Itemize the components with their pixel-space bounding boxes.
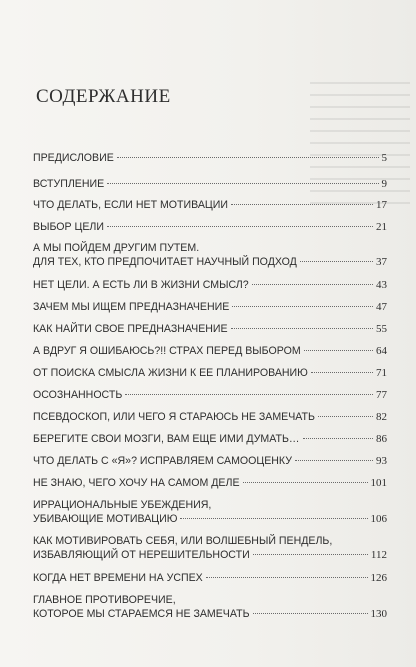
page-title: СОДЕРЖАНИЕ	[36, 86, 171, 107]
toc-entry[interactable]	[33, 593, 387, 621]
toc-entry-row	[33, 255, 387, 269]
dot-leader	[231, 204, 373, 205]
toc-page-number: 9	[381, 178, 387, 190]
toc-page-number: 37	[376, 256, 387, 268]
toc-entry[interactable]	[33, 241, 387, 269]
toc-entry-row	[33, 454, 387, 468]
toc-entry[interactable]	[33, 388, 387, 402]
toc-entry-row	[33, 410, 387, 424]
toc-page-number: 47	[376, 301, 387, 313]
dot-leader	[107, 226, 373, 227]
toc-entry-title-line: ОТ ПОИСКА СМЫСЛА ЖИЗНИ К ЕЕ ПЛАНИРОВАНИЮ	[33, 367, 308, 379]
toc-entry-title-line: НЕТ ЦЕЛИ. А ЕСТЬ ЛИ В ЖИЗНИ СМЫСЛ?	[33, 279, 249, 291]
dot-leader	[318, 416, 373, 417]
toc-entry[interactable]	[33, 300, 387, 314]
toc-entry-title-line: УБИВАЮЩИЕ МОТИВАЦИЮ	[33, 513, 178, 525]
toc-entry-row	[33, 322, 387, 336]
toc-page-number: 106	[370, 513, 387, 525]
toc-entry[interactable]	[33, 278, 387, 292]
dot-leader	[253, 554, 368, 555]
toc-entry-title-line: ПРЕДИСЛОВИЕ	[33, 152, 114, 164]
show-through-text	[310, 72, 410, 212]
dot-leader	[252, 284, 373, 285]
toc-entry[interactable]	[33, 220, 387, 234]
dot-leader	[117, 157, 379, 158]
toc-entry-row	[33, 571, 387, 585]
toc-entry[interactable]	[33, 177, 387, 191]
toc-page-number: 5	[381, 152, 387, 164]
toc-entry-title-line: КОГДА НЕТ ВРЕМЕНИ НА УСПЕХ	[33, 572, 203, 584]
toc-entry-row	[33, 366, 387, 380]
toc-entry[interactable]	[33, 476, 387, 490]
toc-entry-row	[33, 300, 387, 314]
toc-page-number: 101	[370, 477, 387, 489]
toc-entry[interactable]	[33, 366, 387, 380]
dot-leader	[311, 372, 373, 373]
toc-page-number: 71	[376, 367, 387, 379]
toc-entry-title-line: ОСОЗНАННОСТЬ	[33, 389, 123, 401]
toc-page-number: 43	[376, 279, 387, 291]
toc-entry[interactable]	[33, 198, 387, 212]
dot-leader	[295, 460, 373, 461]
dot-leader	[243, 482, 368, 483]
toc-entry-row	[33, 607, 387, 621]
toc-entry-title-line: КОТОРОЕ МЫ СТАРАЕМСЯ НЕ ЗАМЕЧАТЬ	[33, 608, 250, 620]
dot-leader	[303, 438, 374, 439]
toc-entry-row	[33, 512, 387, 526]
dot-leader	[232, 306, 373, 307]
toc-entry[interactable]	[33, 432, 387, 446]
toc-entry-title-line: ИЗБАВЛЯЮЩИЙ ОТ НЕРЕШИТЕЛЬНОСТИ	[33, 549, 250, 561]
toc-page-number: 17	[376, 199, 387, 211]
toc-entry-row	[33, 548, 387, 562]
toc-entry-row	[33, 432, 387, 446]
toc-page-number: 64	[376, 345, 387, 357]
dot-leader	[253, 613, 368, 614]
toc-page-number: 82	[376, 411, 387, 423]
toc-entry-row	[33, 151, 387, 165]
toc-entry[interactable]	[33, 534, 387, 562]
toc-page-number: 112	[370, 549, 387, 561]
dot-leader	[300, 261, 373, 262]
toc-entry[interactable]	[33, 571, 387, 585]
toc-page-number: 86	[376, 433, 387, 445]
dot-leader	[206, 577, 368, 578]
dot-leader	[107, 183, 378, 184]
toc-page-number: 130	[370, 608, 387, 620]
dot-leader	[231, 328, 373, 329]
toc-entry-row	[33, 220, 387, 234]
toc-entry-row	[33, 177, 387, 191]
toc-entry-title-line: КАК НАЙТИ СВОЕ ПРЕДНАЗНАЧЕНИЕ	[33, 323, 228, 335]
toc-page-number: 55	[376, 323, 387, 335]
toc-entry-title-line: КАК МОТИВИРОВАТЬ СЕБЯ, ИЛИ ВОЛШЕБНЫЙ ПЕНДЕЛЬ,	[33, 535, 333, 547]
dot-leader	[125, 394, 373, 395]
toc-entry-title-line: ЧТО ДЕЛАТЬ, ЕСЛИ НЕТ МОТИВАЦИИ	[33, 199, 228, 211]
toc-entry-title-line: ВСТУПЛЕНИЕ	[33, 178, 105, 190]
toc-entry[interactable]	[33, 151, 387, 165]
toc-entry-row	[33, 198, 387, 212]
toc-entry-title-line: ГЛАВНОЕ ПРОТИВОРЕЧИЕ,	[33, 594, 176, 606]
toc-page-number: 77	[376, 389, 387, 401]
toc-entry-title-line: ДЛЯ ТЕХ, КТО ПРЕДПОЧИТАЕТ НАУЧНЫЙ ПОДХОД	[33, 256, 297, 268]
toc-entry-title-line: А ВДРУГ Я ОШИБАЮСЬ?!! СТРАХ ПЕРЕД ВЫБОРОМ	[33, 345, 301, 357]
dot-leader	[180, 518, 367, 519]
toc-page-number: 93	[376, 455, 387, 467]
toc-entry-title-line: ВЫБОР ЦЕЛИ	[33, 221, 104, 233]
toc-entry-row	[33, 388, 387, 402]
toc-entry[interactable]	[33, 322, 387, 336]
toc-page-number: 21	[376, 221, 387, 233]
toc-entry[interactable]	[33, 344, 387, 358]
toc-entry-title-line: НЕ ЗНАЮ, ЧЕГО ХОЧУ НА САМОМ ДЕЛЕ	[33, 477, 240, 489]
toc-entry-row	[33, 278, 387, 292]
toc-entry-row	[33, 476, 387, 490]
toc-entry-title-line: ИРРАЦИОНАЛЬНЫЕ УБЕЖДЕНИЯ,	[33, 499, 212, 511]
toc-entry[interactable]	[33, 498, 387, 526]
toc-entry[interactable]	[33, 410, 387, 424]
toc-entry-title-line: БЕРЕГИТЕ СВОИ МОЗГИ, ВАМ ЕЩЕ ИМИ ДУМАТЬ…	[33, 433, 300, 445]
toc-entry-title-line: ЗАЧЕМ МЫ ИЩЕМ ПРЕДНАЗНАЧЕНИЕ	[33, 301, 230, 313]
dot-leader	[304, 350, 373, 351]
toc-entry-title-line: ЧТО ДЕЛАТЬ С «Я»? ИСПРАВЛЯЕМ САМООЦЕНКУ	[33, 455, 292, 467]
toc-entry-row	[33, 344, 387, 358]
toc-page-number: 126	[370, 572, 387, 584]
toc-entry-title-line: ПСЕВДОСКОП, ИЛИ ЧЕГО Я СТАРАЮСЬ НЕ ЗАМЕЧАТЬ	[33, 411, 315, 423]
toc-entry[interactable]	[33, 454, 387, 468]
toc-entry-title-line: А МЫ ПОЙДЕМ ДРУГИМ ПУТЕМ.	[33, 242, 200, 254]
